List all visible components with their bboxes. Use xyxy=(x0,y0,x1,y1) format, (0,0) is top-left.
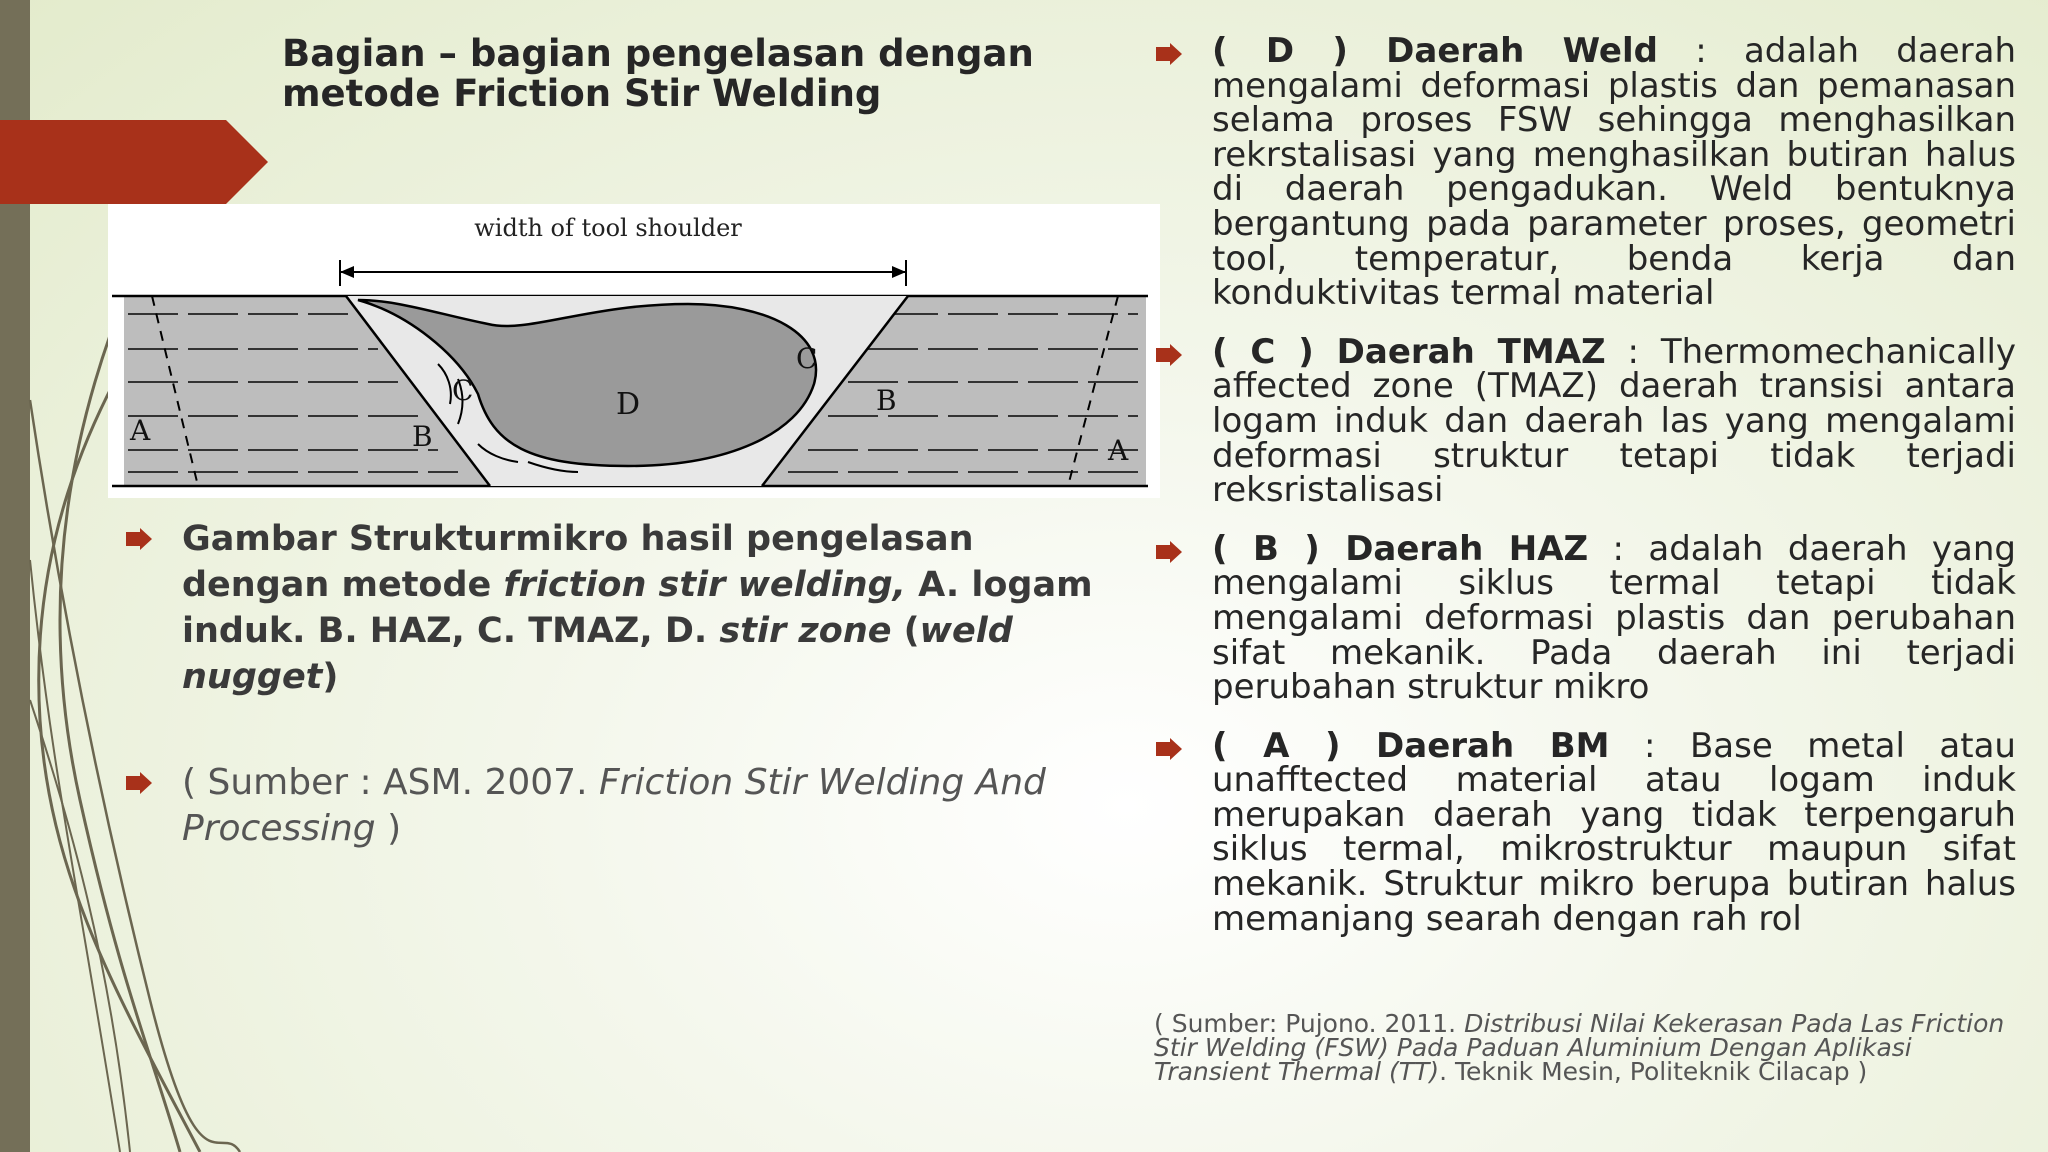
accent-arrow-band xyxy=(0,120,268,204)
definitions-source: ( Sumber: Pujono. 2011. Distribusi Nilai Kekerasan Pada Las Friction Stir Welding (FSW) Pada Paduan Aluminium Dengan Aplikasi Transient Thermal (TT). Teknik Mesin, Politeknik Cilacap ) xyxy=(1154,1009,2005,1086)
definition-haz xyxy=(1154,528,2016,708)
page-title: Bagian – bagian pengelasan dengan metode Friction Stir Welding xyxy=(282,32,1034,115)
definition-text: : Thermomechanically affected zone (TMAZ) daerah transisi antara logam induk dan daerah las yang mengalami deformasi struktur tetapi tidak terjadi reksristalisasi xyxy=(1212,331,2017,511)
figure-caption: Gambar Strukturmikro hasil pengelasan dengan metode friction stir welding, A. logam induk. B. HAZ, C. TMAZ, D. stir zone (weld nugget) xyxy=(182,519,1093,697)
zone-label-d: D xyxy=(615,387,641,422)
definition-bm xyxy=(1154,725,2016,939)
definition-text: : Base metal atau unafftected material atau logam induk merupakan daerah yang tidak terpengaruh siklus termal, mikrostruktur maupun sifat mekanik. Struktur mikro berupa butiran halus memanjang searah dengan rah rol xyxy=(1212,725,2016,939)
arrow-bullet-icon xyxy=(1156,344,1182,366)
definition-label: ( B ) Daerah HAZ xyxy=(1212,528,1589,569)
definition-label: ( C ) Daerah TMAZ xyxy=(1212,331,1606,372)
figure-source: ( Sumber : ASM. 2007. Friction Stir Welding And Processing ) xyxy=(182,762,1046,849)
arrow-bullet-icon xyxy=(1156,43,1182,65)
shoulder-width-label: width of tool shoulder xyxy=(474,214,742,242)
zone-label-a-right: A xyxy=(1108,434,1129,467)
arrow-bullet-icon xyxy=(1156,541,1182,563)
definition-text: : adalah daerah mengalami deformasi plastis dan pemanasan selama proses FSW sehingga menghasilkan rekrstalisasi yang menghasilkan butiran halus di daerah pengadukan. Weld bentuknya bergantung pada parameter proses, geometri tool, temperatur, benda kerja dan konduktivitas termal material xyxy=(1212,31,2016,314)
definition-label: ( D ) Daerah Weld xyxy=(1212,31,1658,71)
list-item xyxy=(126,760,1116,852)
zone-label-b-left: B xyxy=(412,420,433,453)
arrow-bullet-icon xyxy=(1156,738,1182,760)
fsw-microstructure-diagram xyxy=(108,204,1160,498)
arrow-bullet-icon xyxy=(126,528,152,550)
zone-label-c-right: C xyxy=(796,342,818,375)
definition-weld xyxy=(1154,31,2016,314)
definition-text: : adalah daerah yang mengalami siklus termal tetapi tidak mengalami deformasi plastis dan perubahan sifat mekanik. Pada daerah ini terjadi perubahan struktur mikro xyxy=(1212,528,2016,708)
zone-label-c-left: C xyxy=(452,374,474,407)
left-bullet-list xyxy=(126,516,1116,852)
definition-tmaz xyxy=(1154,331,2017,511)
definition-label: ( A ) Daerah BM xyxy=(1212,725,1610,766)
zone-label-b-right: B xyxy=(876,384,897,417)
list-item xyxy=(126,516,1116,700)
zone-definitions-list xyxy=(1154,31,2017,960)
arrow-bullet-icon xyxy=(126,772,152,794)
zone-label-a-left: A xyxy=(130,414,151,447)
